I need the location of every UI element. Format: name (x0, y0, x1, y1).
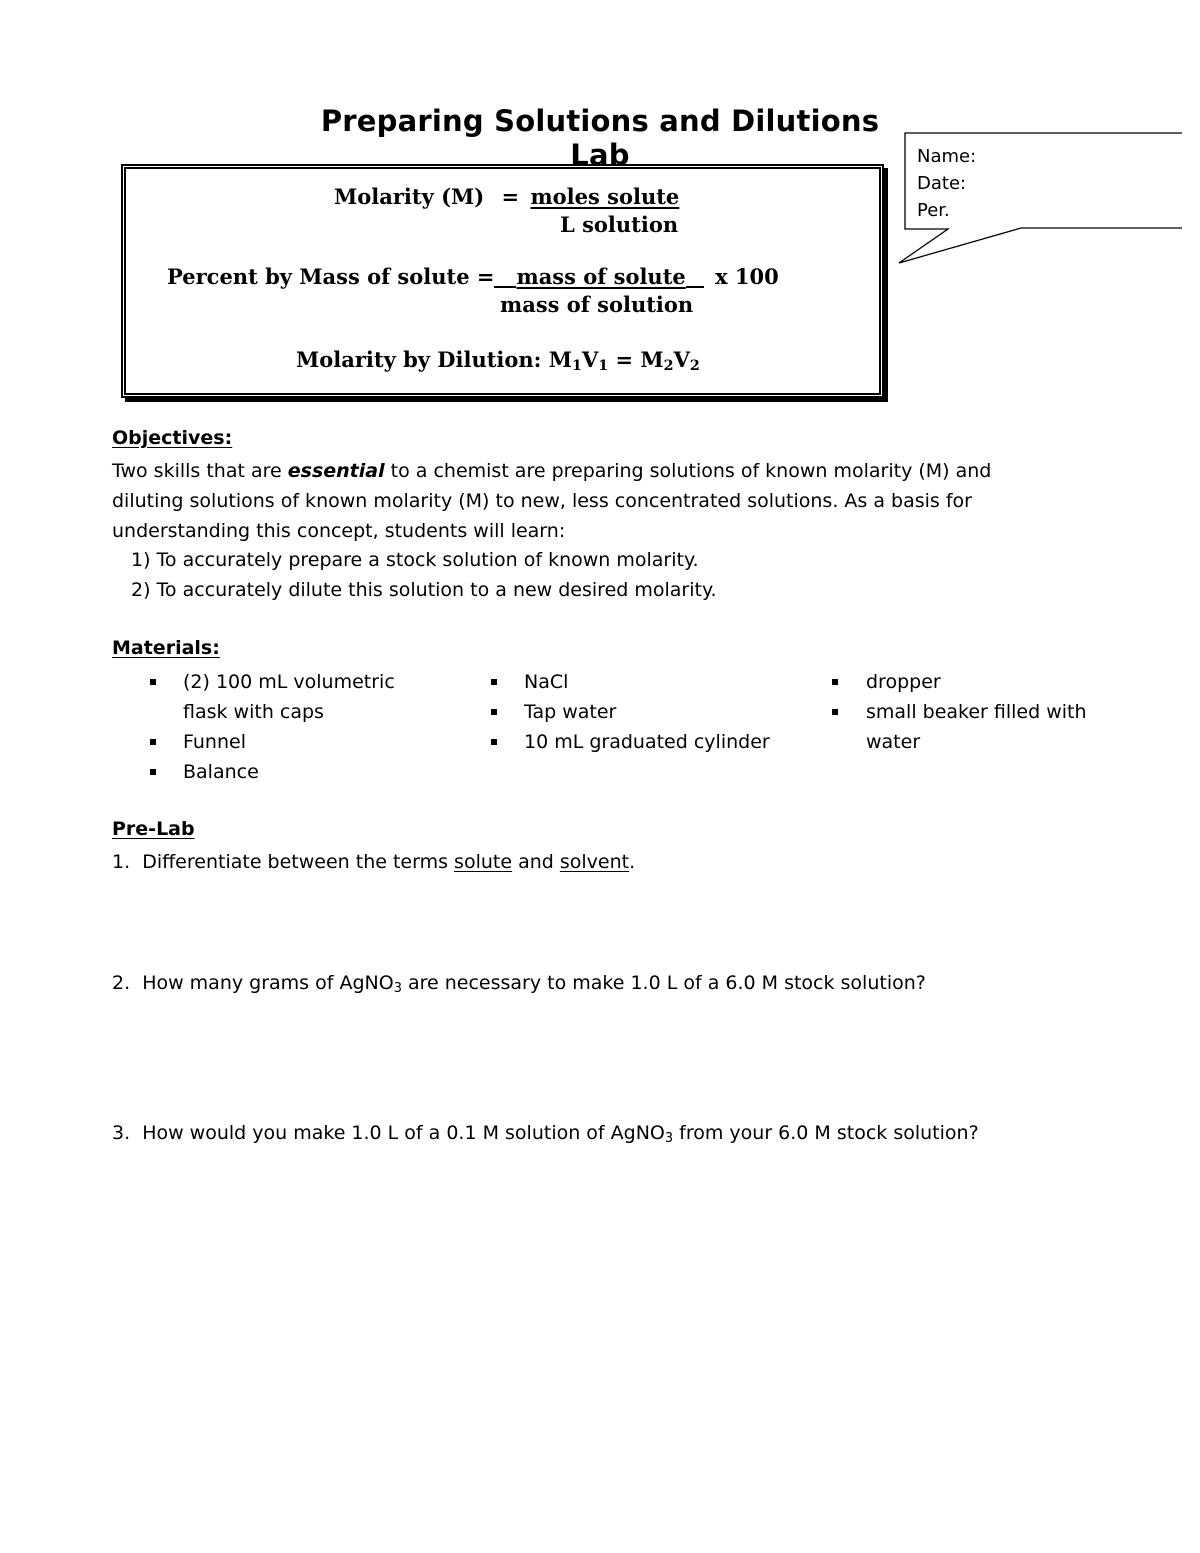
dilution-v2: V (673, 347, 690, 372)
objectives-emphasis: essential (287, 460, 385, 482)
question-text: . (629, 851, 636, 873)
materials-column-3 (866, 667, 1087, 757)
dilution-m2: M (640, 347, 664, 372)
percent-lhs: Percent by Mass of solute = (167, 264, 495, 289)
molarity-equals: = (501, 184, 520, 209)
bullet (491, 679, 497, 685)
question-number: 2. (112, 972, 131, 994)
molarity-denominator: L solution (560, 212, 679, 237)
material-item: flask with caps (183, 701, 324, 723)
objectives-text: Two skills that are (112, 460, 282, 482)
materials-heading: Materials: (112, 637, 220, 659)
bullet (832, 679, 838, 685)
subscript: 1 (572, 358, 582, 374)
objectives-paragraph (112, 456, 1052, 546)
dilution-v1: V (581, 347, 599, 372)
dilution-m1: M (548, 347, 572, 372)
date-field-label: Date: (917, 173, 967, 194)
objectives-heading: Objectives: (112, 427, 233, 449)
dilution-formula (296, 347, 700, 372)
objective-item: 2) To accurately dilute this solution to a new desired molarity. (131, 579, 717, 601)
prelab-question-2 (112, 968, 926, 998)
subscript: 2 (689, 358, 700, 374)
dilution-label: Molarity by Dilution: (296, 347, 542, 372)
molarity-lhs: Molarity (M) (334, 184, 485, 209)
objective-item: 1) To accurately prepare a stock solution of known molarity. (131, 549, 699, 571)
question-text: are necessary to make 1.0 L of a 6.0 M stock solution? (407, 972, 926, 994)
question-text: and (518, 851, 554, 873)
percent-denominator: mass of solution (500, 292, 694, 317)
bullet (491, 709, 497, 715)
material-item: NaCl (524, 671, 569, 693)
material-item: dropper (866, 671, 941, 693)
question-text: How many grams of AgNO (142, 972, 394, 994)
bullet (832, 709, 838, 715)
question-text: from your 6.0 M stock solution? (679, 1122, 979, 1144)
dilution-equals: = (615, 347, 634, 372)
term-solvent: solvent (559, 851, 630, 873)
question-number: 3. (112, 1122, 131, 1144)
material-item: (2) 100 mL volumetric (183, 671, 395, 693)
material-item: Funnel (183, 731, 246, 753)
percent-numerator: mass of solute (516, 264, 686, 289)
callout-fields (917, 143, 976, 224)
molarity-numerator: moles solute (530, 184, 680, 209)
materials-column-1 (183, 667, 395, 787)
question-text: How would you make 1.0 L of a 0.1 M solution of AgNO (142, 1122, 665, 1144)
name-field-label: Name: (917, 146, 977, 167)
material-item: 10 mL graduated cylinder (524, 731, 770, 753)
bullet (150, 739, 156, 745)
subscript: 2 (663, 358, 674, 374)
question-text: Differentiate between the terms (142, 851, 448, 873)
callout-bubble (0, 0, 1200, 300)
subscript: 3 (664, 1131, 674, 1146)
period-field-label: Per. (917, 200, 950, 221)
material-item: Balance (183, 761, 259, 783)
term-solute: solute (454, 851, 513, 873)
question-number: 1. (112, 851, 131, 873)
percent-multiplier: x 100 (715, 264, 779, 289)
bullet (150, 679, 156, 685)
material-item: small beaker filled with (866, 701, 1087, 723)
prelab-question-3 (112, 1118, 979, 1148)
bullet (491, 739, 497, 745)
prelab-heading: Pre-Lab (112, 818, 195, 840)
page-title: Preparing Solutions and Dilutions Lab (320, 104, 880, 172)
bullet (150, 769, 156, 775)
material-item: water (866, 731, 921, 753)
subscript: 3 (393, 981, 402, 996)
material-item: Tap water (524, 701, 617, 723)
objectives-list (131, 545, 717, 605)
prelab-question-1 (112, 847, 635, 877)
materials-column-2 (524, 667, 770, 757)
objectives-text: to a chemist are preparing solutions of known molarity (M) and diluting solutions of known molarity (M) to new, less concentrated solutions. As a basis for understanding this concept, students will learn: (112, 460, 992, 542)
subscript: 1 (598, 358, 609, 374)
